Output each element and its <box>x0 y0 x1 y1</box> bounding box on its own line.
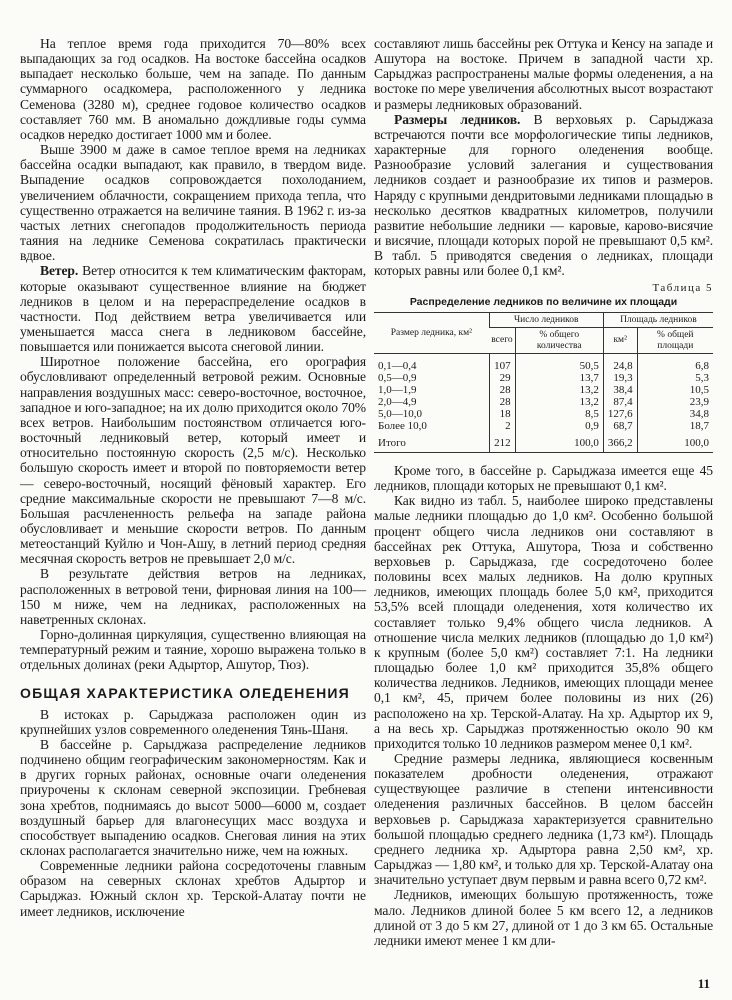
cell-total: 28 <box>489 396 515 408</box>
cell-pct: 13,2 <box>515 396 603 408</box>
cell-km2: 68,7 <box>603 420 637 432</box>
table-row <box>374 396 713 408</box>
table-row <box>374 354 713 373</box>
cell-pct: 13,2 <box>515 384 603 396</box>
cell-pct: 100,0 <box>515 432 603 453</box>
col-header-total: всего <box>489 328 515 354</box>
cell-pct-area: 23,9 <box>637 396 713 408</box>
cell-total: 212 <box>489 432 515 453</box>
paragraph <box>20 263 366 354</box>
table-number: Таблица 5 <box>652 281 713 294</box>
cell-total: 28 <box>489 384 515 396</box>
inline-heading: Ветер. <box>40 263 79 279</box>
paragraph: На теплое время года приходится 70—80% всех выпадающих за год осадков. На востоке бассейна осадков выпадает несколько больше, чем на западе. По данным суммарного осадкомера, расположенного у ледника Семенова (3280 м), среднее годовое количество осадков составляет 760 мм. В аномально дождливые годы сумма осадков нередко достигает 1000 мм и более. <box>20 36 366 142</box>
cell-km2: 87,4 <box>603 396 637 408</box>
table-total-row <box>374 432 713 453</box>
cell-pct-area: 10,5 <box>637 384 713 396</box>
cell-total: 18 <box>489 408 515 420</box>
cell-size: 1,0—1,9 <box>378 384 417 396</box>
paragraph: Как видно из табл. 5, наиболее широко представлены малые ледники площадью до 1,0 км². Особенно большой процент общего числа ледников они составляют в бассейнах рек Оттука, Ашутора, Тюза и собственно верховьев р. Сарыджаза, где сосредоточено более половины всех малых ледников. На долю крупных ледников, имеющих площадь более 5,0 км², приходится 53,5% всей площади оледенения, хотя количество их составляет только 9,4% общего числа ледников. А отношение числа мелких ледников (площадью до 1,0 км²) к крупным (более 5,0 км²) составляет 7:1. На ледники площадью более 1,0 км² приходится 35,8% общего количества ледников. Ледников, имеющих площади менее 0,1 км², 45, причем более половины из них (26) расположено на хр. Терской-Алатау. На хр. Адыртор их 9, а на весь хр. Сарыджаз протяженностью около 90 км приходится только 10 ледников размером менее 0,1 км². <box>374 493 713 751</box>
paragraph: Современные ледники района сосредоточены главным образом на северных склонах хребтов Адыртор и Сарыджаз. Южный склон хр. Терской-Алатау почти не имеет ледников, исключение <box>20 858 366 919</box>
cell-km2: 366,2 <box>603 432 637 453</box>
glacier-distribution-table <box>374 312 713 454</box>
cell-km2: 127,6 <box>603 408 637 420</box>
col-header-size: Размер ледника, км² <box>374 312 489 354</box>
cell-total: 107 <box>489 354 515 373</box>
col-header-km2: км² <box>603 328 637 354</box>
col-header-pct-area: % общей площади <box>637 328 713 354</box>
cell-total: 29 <box>489 372 515 384</box>
paragraph <box>374 112 713 279</box>
cell-size: 0,1—0,4 <box>378 360 417 372</box>
paragraph: В результате действия ветров на ледниках, расположенных в ветровой тени, фирновая линия на 100—150 м ниже, чем на ледниках, расположенных на наветренных склонах. <box>20 566 366 627</box>
paragraph: Ледников, имеющих большую протяженность, тоже мало. Ледников длиной более 5 км всего 12, а ледников длиной от 3 до 5 км 27, длиной от 1 до 3 км 65. Остальные ледники имеют менее 1 км дли- <box>374 887 713 948</box>
paragraph: составляют лишь бассейны рек Оттука и Кенсу на западе и Ашутора на востоке. Причем в западной части хр. Сарыджаз распространены малые формы оледенения, а на востоке по мере увеличения абсолютных высот возрастают и размеры ледниковых образований. <box>374 36 713 112</box>
cell-km2: 19,3 <box>603 372 637 384</box>
cell-pct: 13,7 <box>515 372 603 384</box>
col-header-pct-count: % общего количества <box>515 328 603 354</box>
right-column <box>374 36 713 948</box>
cell-pct-area: 6,8 <box>637 354 713 373</box>
paragraph-text: В верховьях р. Сарыджаза встречаются почти все морфологические типы ледников, характерные для горного оледенения вообще. Разнообразие условий залегания и существования ледников создает и разнообразие их типов и размеров. Наряду с крупными дендритовыми ледниками площадью в несколько десятков квадратных километров, получили развитие небольшие ледники — каровые, карово-висячие и висячие, площади которых порой не превышают 0,5 км². В табл. 5 приводятся сведения о ледниках, площади которых равны или более 0,1 км². <box>374 111 713 279</box>
table-row <box>374 372 713 384</box>
col-group-area: Площадь ледников <box>603 312 713 328</box>
paragraph-text: Ветер относится к тем климатическим факторам, которые оказывают существенное влияние на бюджет ледников в целом и на перераспределение осадков в частности. Под действием ветра увеличивается или уменьшается масса снега в ледниковом бассейне, повышается или понижается высота снеговой линии. <box>20 263 366 355</box>
paragraph: Горно-долинная циркуляция, существенно влияющая на температурный режим и таяние, хорошо выражена только в отдельных долинах (реки Адыртор, Ашутор, Тюз). <box>20 627 366 673</box>
table-title: Распределение ледников по величине их площади <box>409 295 678 308</box>
cell-pct: 8,5 <box>515 408 603 420</box>
cell-km2: 24,8 <box>603 354 637 373</box>
table-row <box>374 384 713 396</box>
paragraph: Средние размеры ледника, являющиеся косвенным показателем дробности оледенения, отражают существующее различие в степени интенсивности оледенения различных бассейнов. В целом бассейн верховьев р. Сарыджаза характеризуется сравнительно большой площадью среднего ледника (1,73 км²). Площадь среднего ледника хр. Адыртора равна 2,50 км², хр. Сарыджаз — 1,80 км², и только для хр. Терской-Алатау она значительно уступает двум первым и равна всего 0,72 км². <box>374 750 713 888</box>
col-group-count: Число ледников <box>489 312 603 328</box>
paragraph: В истоках р. Сарыджаза расположен один из крупнейших узлов современного оледенения Тянь-Шаня. <box>20 706 366 737</box>
cell-pct: 50,5 <box>515 354 603 373</box>
cell-size: Итого <box>374 432 489 453</box>
cell-pct: 0,9 <box>515 420 603 432</box>
cell-total: 2 <box>489 420 515 432</box>
cell-size: 5,0—10,0 <box>378 408 422 420</box>
section-heading: ОБЩАЯ ХАРАКТЕРИСТИКА ОЛЕДЕНЕНИЯ <box>20 684 350 701</box>
cell-pct-area: 18,7 <box>637 420 713 432</box>
paragraph: Выше 3900 м даже в самое теплое время на ледниках бассейна осадки выпадают, как правило, в твердом виде. Выпадение осадков сопровождается похолоданием, увеличением облачности, сокращением прихода тепла, что существенно отражается на величине таяния. В 1962 г. из-за частых летних снегопадов продолжительность периода таяния на леднике Семенова сократилась практически вдвое. <box>20 142 366 264</box>
left-column <box>20 36 366 919</box>
cell-size: Более 10,0 <box>378 420 427 432</box>
table-row <box>374 408 713 420</box>
page-number: 11 <box>697 976 710 991</box>
inline-heading: Размеры ледников. <box>394 111 521 127</box>
table-row <box>374 420 713 432</box>
cell-pct-area: 5,3 <box>637 372 713 384</box>
cell-km2: 38,4 <box>603 384 637 396</box>
cell-size: 0,5—0,9 <box>378 372 417 384</box>
cell-pct-area: 100,0 <box>637 432 713 453</box>
cell-size: 2,0—4,9 <box>378 396 417 408</box>
cell-pct-area: 34,8 <box>637 408 713 420</box>
paragraph: Кроме того, в бассейне р. Сарыджаза имеется еще 45 ледников, площади которых не превышают 0,1 км². <box>374 463 713 494</box>
paragraph: В бассейне р. Сарыджаза распределение ледников подчинено общим географическим закономерностям. Как и в других горных районах, основные очаги оледенения приурочены к склонам северной экспозиции. Гребневая зона хребтов, поднимаясь до высот 5000—6000 м, создает воздушный барьер для влагонесущих масс воздуха и способствует выпадению осадков. Снеговая линия на этих склонах располагается значительно ниже, чем на южных. <box>20 736 366 858</box>
paragraph: Широтное положение бассейна, его орография обусловливают определенный ветровой режим. Основные направления воздушных масс: северо-восточное, восточное, западное и юго-западное; на их долю приходится около 70% всех ветров. Наибольшим постоянством отличается юго-восточный ледниковый ветер, который имеет и относительно постоянную скорость (2,5 м/с). Несколько большую скорость имеет и второй по повторяемости ветер— северо-восточный, носящий фёновый характер. Его средние максимальные скорости не превышают 7—8 м/с. Большая расчлененность рельефа на западе района обусловливает и меньшие скорости ветров. По данным метеостанций Куйлю и Чон-Ашу, в летний период средняя месячная скорость ветров не превышает 2,0 м/с. <box>20 354 366 567</box>
